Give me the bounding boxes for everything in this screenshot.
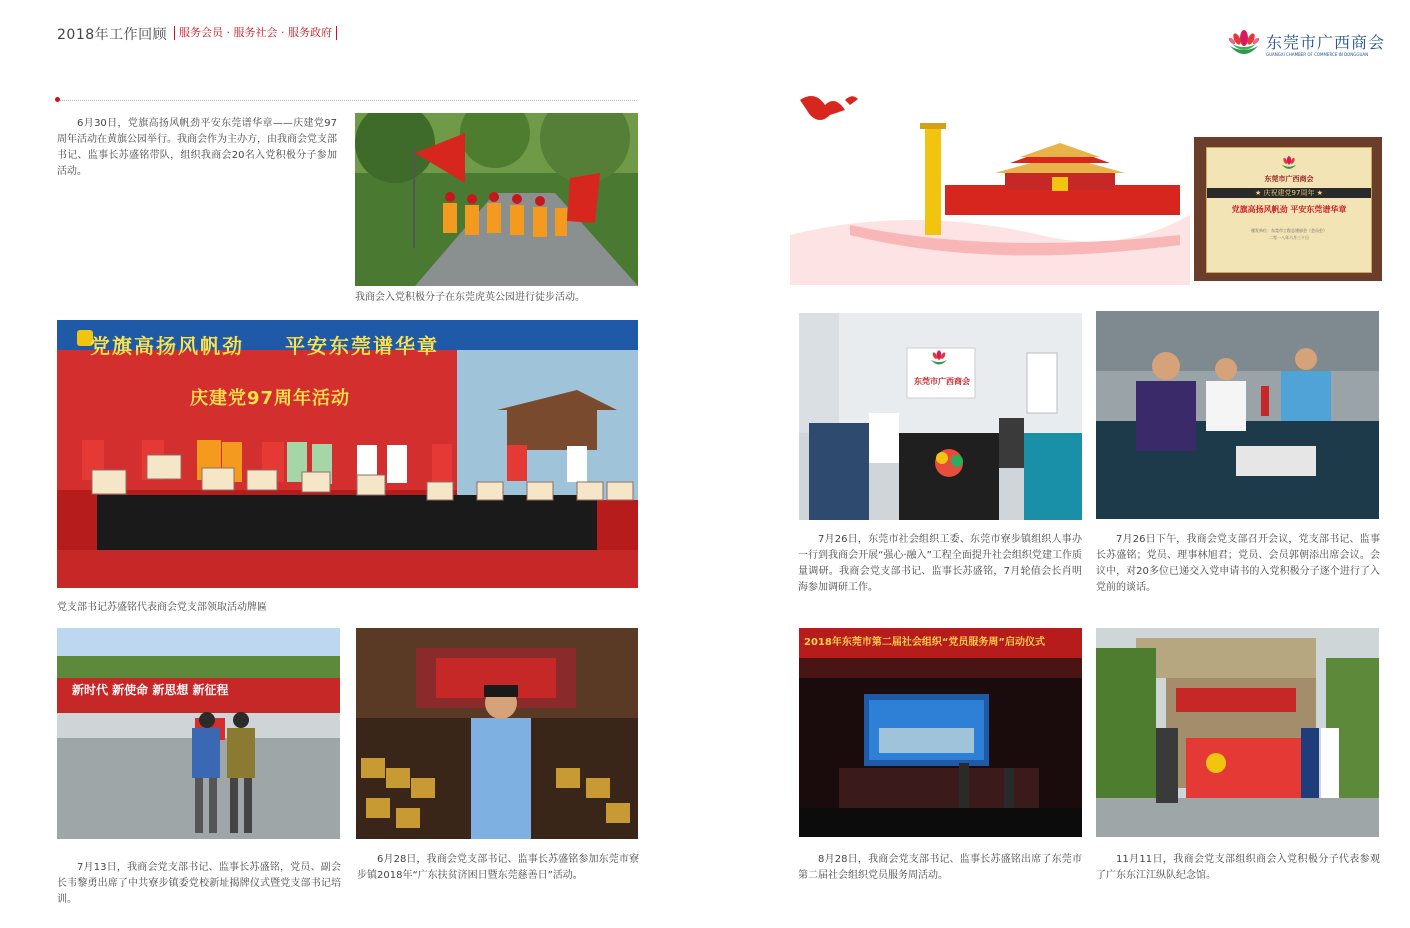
chamber-english-name: GUANGXI CHAMBER OF COMMERCE IN DONGGUAN [1266,52,1369,57]
walk-photo [355,113,638,286]
plaque-logo-icon [1279,154,1299,172]
stage-award-photo [57,320,638,588]
jul13-paragraph: 7月13日，我商会党支部书记、监事长苏盛铭，党员、副会长韦黎勇出席了中共寮步镇委党校新址揭牌仪式暨党支部书记培训。 [57,862,341,905]
aug28-paragraph: 8月28日，我商会党支部书记、监事长苏盛铭出席了东莞市第二届社会组织党员服务周活动。 [798,854,1082,881]
chamber-name: 东莞市广西商会 [1266,33,1386,52]
stage-caption: 党支部书记苏盛铭代表商会党支部领取活动牌匾 [57,602,267,613]
jun28-paragraph: 6月28日，我商会党支部书记、监事长苏盛铭参加东莞市寮步镇2018年“广东扶贫济困日暨东莞慈善日”活动。 [357,854,639,881]
stage-banner-line3: 庆建党97周年活动 [190,388,351,409]
jul26-paragraph: 7月26日，东莞市社会组织工委、东莞市寮步镇组织人事办一行到我商会开展“强心·融入”工程全面提升社会组织党建工作质量调研。我商会党支部书记、监事长苏盛铭，7月轮值会长肖明海参加调研工作。 [798,534,1082,593]
plaque-line1: ★ 庆祝建党97周年 ★ [1255,189,1323,197]
party-school-photo [57,628,340,839]
intro-paragraph: 6月30日，党旗高扬风帆劲平安东莞谱华章——庆建党97 周年活动在黄旗公园举行。我商会作为主办方，由我商会党支部书记、监事长苏盛铭带队，组织我商会20名入党积极分子参加活动。 [57,118,337,177]
plaque-line3: 颁发单位：东莞市工程总建部会（会员会） [1251,228,1327,233]
charity-day-photo [356,628,638,839]
plaque-photo [1194,137,1382,281]
slogan-banner: 新时代 新使命 新思想 新征程 [72,683,229,697]
jul26pm-paragraph: 7月26日下午，我商会党支部召开会议，党支部书记、监事长苏盛铭；党员、理事林旭君；党员、会员郭朝添出席会议。会议中，对20多位已递交入党申请书的入党积极分子逐个进行了入党前的谈话。 [1096,534,1380,593]
memorial-hall-photo [1096,628,1379,837]
section-title: 2018年工作回顾 [57,27,168,43]
plaque-line2: 党旗高扬风帆劲 平安东莞谱华章 [1231,205,1347,214]
service-week-photo [799,628,1082,837]
section-subtitle: 服务会员 · 服务社会 · 服务政府 [174,26,337,40]
meeting-sign-text: 东莞市广西商会 [914,377,970,386]
plaque-line4: 二零一八年六月三十日 [1269,235,1309,240]
research-meeting-photo [799,313,1082,520]
chamber-logo-icon [1226,26,1262,60]
meeting-sign-logo-icon [928,348,950,368]
branch-meeting-photo [1096,311,1379,519]
stage-banner-line1: 党旗高扬风帆劲 [90,334,244,358]
ceremony-banner: 2018年东莞市第二届社会组织“党员服务周”启动仪式 [804,637,1045,648]
nov11-paragraph: 11月11日，我商会党支部组织商会入党积极分子代表参观了广东东江江纵队纪念馆。 [1096,854,1380,881]
walk-caption: 我商会入党积极分子在东莞虎英公园进行徒步活动。 [355,292,585,303]
tiananmen-graphic [790,85,1190,285]
plaque-org: 东莞市广西商会 [1264,175,1314,183]
stage-banner-line2: 平安东莞谱华章 [285,334,439,358]
dotted-divider [57,100,637,101]
divider-dot [55,97,60,102]
